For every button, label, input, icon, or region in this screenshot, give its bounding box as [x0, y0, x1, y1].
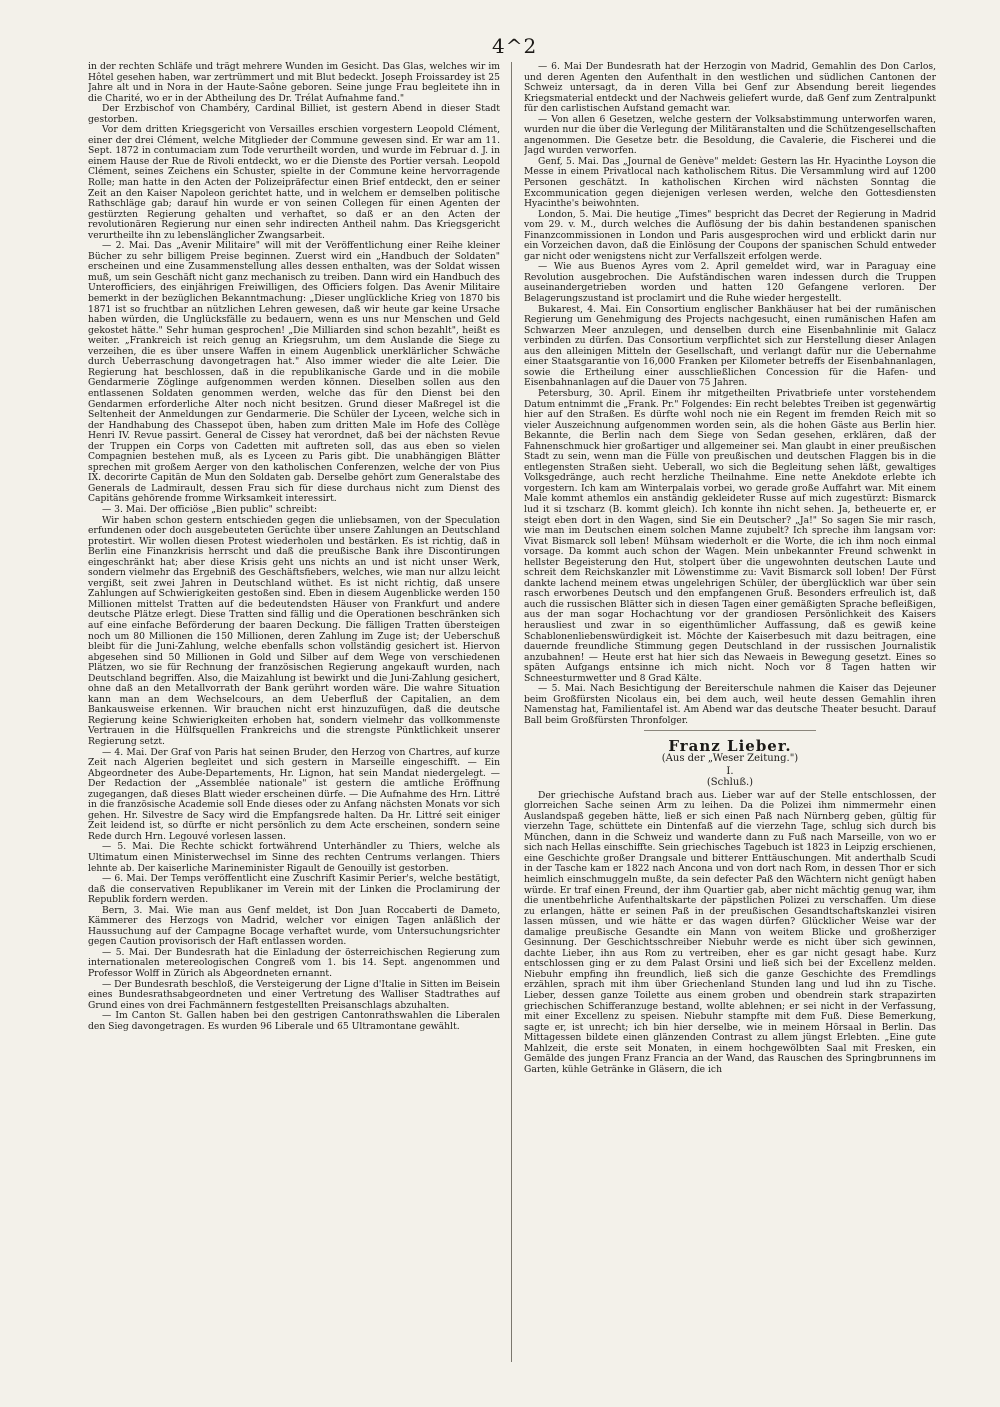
article-paragraph: Petersburg, 30. April. Einem ihr mitgetheilten Privatbriefe unter vorstehendem Datum entnimmt die „Frank. Pr." Folgendes: Ein recht belebtes Treiben ist gegenwärtig hier auf den Straßen. Es dürfte wohl noch nie ein Regent im fremden Reich mit so vieler Auszeichnung aufgenommen worden sein, als die hohen Gäste aus Berlin hier. Bekannte, die Berlin nach dem Siege von Sedan gesehen, erklären, daß der Fahnenschmuck hier großartiger und allgemeiner sei. Man glaubt in einer preußischen Stadt zu sein, wenn man die Fülle von preußischen und deutschen Flaggen bis in die entlegensten Straßen sieht. Ueberall, wo sich die Begleitung sehen läßt, gewaltiges Volksgedränge, auch recht herzliche Theilnahme. Eine nette Anekdote erlebte ich vorgestern. Ich kam am Winterpalais vorbei, wo gerade große Auffahrt war. Mit einem Male kommt athemlos ein anständig gekleideter Russe auf mich zugestürzt: Bismarck lud it si tzscharz (B. kommt gleich). Ich konnte ihn nicht sehen. Ja, betheuerte er, er steigt eben dort in den Wagen, sind Sie ein Deutscher? „Ja!" So sagen Sie mir rasch, wie man im Deutschen einem solchen Manne zujubelt? Ich spreche ihm langsam vor: Vivat Bismarck soll leben! Mühsam wiederholt er die Worte, die ich ihm noch einmal vorsage. Da kommt auch schon der Wagen. Mein unbekannter Freund schwenkt in hellster Begeisterung den Hut, stolpert über die ungewohnten deutschen Laute und schreit dem Reichskanzler mit Löwenstimme zu: Vavit Bismarck soll loben! Der Fürst dankte lachend meinem etwas ungelehrigen Schüler, der überglücklich war über sein rasch erworbenes Deutsch und den empfangenen Gruß. Besonders erfreulich ist, daß auch die russischen Blätter sich in diesen Tagen einer gemäßigten Sprache befleißigen, aus der man sogar Hochachtung vor der grandiosen Persönlichkeit des Kaisers herausliest und zwar in so eigenthümlicher Auffassung, daß es gewiß keine Schablonenliebenswürdigkeit ist. Möchte der Kaiserbesuch mit dazu beitragen, eine dauernde freundliche Stimmung gegen Deutschland in der russischen Journalistik anzubahnen! — Heute erst hat hier sich das Newaeis in Bewegung gesetzt. Eines so späten Aufgangs entsinne ich mich nicht. Noch vor 8 Tagen hatten wir Schneesturmwetter und 8 Grad Kälte. — [524, 387, 936, 684]
right-column — [524, 62, 936, 1382]
article-paragraph: — Wie aus Buenos Ayres vom 2. April gemeldet wird, war in Paraguay eine Revolution ausgebrochen. Die Aufständischen waren indessen durch die Truppen auseinandergetrieben worden und hatten 120 Gefangene verloren. Der Belagerungszustand ist proclamirt und die Ruhe wieder hergestellt. — [524, 261, 936, 305]
article-paragraph: — 6. Mai. Der Temps veröffentlicht eine Zuschrift Kasimir Perier's, welche bestätigt, daß die conservativen Republikaner im Verein mit der Linken die Proclamirung der Republik fordern werden. — [88, 873, 500, 906]
article-paragraph: — 4. Mai. Der Graf von Paris hat seinen Bruder, den Herzog von Chartres, auf kurze Zeit nach Algerien begleitet und sich gestern in Marseille eingeschifft. — Ein Abgeordneter des Aube-Departements, Hr. Lignon, hat sein Mandat niedergelegt. — Der Redaction der „Assemblée nationale" ist gestern die amtliche Eröffnung zugegangen, daß dieses Blatt wieder erscheinen dürfe. — Die Aufnahme des Hrn. Littré in die französische Academie soll Ende dieses oder zu Anfang nächsten Monats vor sich gehen. Hr. Silvestre de Sacy wird die Empfangsrede halten. Da Hr. Littré seit einiger Zeit leidend ist, so dürfte er nicht persönlich zu dem Acte erscheinen, sondern seine Rede durch Hrn. Legouvé vorlesen lassen. — [88, 746, 500, 842]
article-paragraph: — 5. Mai. Nach Besichtigung der Bereiterschule nahmen die Kaiser das Dejeuner beim Großfürsten Nicolaus ein, bei dem auch, weil heute dessen Gemahlin ihren Namenstag hat, Familientafel ist. Am Abend war das deutsche Theater besucht. Darauf Ball beim Großfürsten Thronfolger. — [524, 683, 936, 726]
page-number: 4^2 — [492, 34, 538, 58]
article-paragraph: Bukarest, 4. Mai. Ein Consortium englischer Bankhäuser hat bei der rumänischen Regierung um Genehmigung des Projects nachgesucht, einen rumänischen Hafen am Schwarzen Meer anzulegen, und denselben durch eine Eisenbahnlinie mit Galacz verbinden zu dürfen. Das Consortium verpflichtet sich zur Herstellung dieser Anlagen aus den alleinigen Mitteln der Gesellschaft, und verlangt dafür nur die Uebernahme einer Staatsgarantie von 16,000 Franken per Kilometer betreffs der Eisenbahnanlagen, sowie die Ertheilung einer ausschließlichen Concession für die Hafen- und Eisenbahnanlagen auf die Dauer von 75 Jahren. — [524, 303, 936, 389]
feature-title: Franz Lieber. — [668, 737, 792, 756]
article-paragraph: in der rechten Schläfe und trägt mehrere Wunden im Gesicht. Das Glas, welches wir im Hôtel gesehen haben, war zertrümmert und mit Blut bedeckt. Joseph Froissardey ist 25 Jahre alt und in Nora in der Haute-Saône geboren. Seine junge Frau begleitete ihn in die Charité, wo er in der Abtheilung des Dr. Trélat Aufnahme fand." — [88, 62, 500, 104]
article-paragraph: — Der Bundesrath beschloß, die Versteigerung der Ligne d'Italie in Sitten im Beisein eines Bundesrathsabgeordneten und einer Vertretung des Walliser Stadtrathes auf Grund eines von drei Fachmännern festgestellten Preisanschlags abzuhalten. — [88, 978, 500, 1011]
article-paragraph: — 3. Mai. Der officiöse „Bien public" schreibt: — [102, 503, 318, 515]
article-paragraph: Wir haben schon gestern entschieden gegen die unliebsamen, von der Speculation erfundenen oder doch ausgebeuteten Gerüchte über unsere Zahlungen an Deutschland protestirt. Wir wollen diesen Protest wiederholen und bestärken. Es ist richtig, daß in Berlin eine Finanzkrisis herrscht und daß die preußische Bank ihre Discontirungen eingeschränkt hat; aber diese Krisis geht uns nichts an und ist nicht unser Werk, sondern vielmehr das Ergebniß des Geschäftsfiebers, welches, wie man nur allzu leicht vergißt, seit zwei Jahren in Deutschland wüthet. Es ist nicht richtig, daß unsere Zahlungen auf Schwierigkeiten gestoßen sind. Eben in diesem Augenblicke werden 150 Millionen mittelst Tratten auf die bedeutendsten Häuser von Frankfurt und andere deutsche Plätze erlegt. Diese Tratten sind fällig und die Operationen beschränken sich auf eine einfache Beförderung der baaren Deckung. Die fälligen Tratten übersteigen noch um 80 Millionen die 150 Millionen, deren Zahlung im Zuge ist; der Ueberschuß bleibt für die Juni-Zahlung, welche ebenfalls schon vollständig gesichert ist. Hiervon abgesehen sind 50 Millionen in Gold und Silber auf dem Wege von verschiedenen Plätzen, wo sie für Rechnung der französischen Regierung angekauft wurden, nach Deutschland begriffen. Also, die Maizahlung ist bewirkt und die Juni-Zahlung gesichert, ohne daß an den Metallvorrath der Bank gerührt worden wäre. Die wahre Situation kann man an dem Wechselcours, an dem Ueberfluß der Capitalien, an dem Bankausweise erkennen. Wir brauchen nicht erst hinzuzufügen, daß die deutsche Regierung keine Schwierigkeiten erhoben hat, sondern vielmehr das vollkommenste Vertrauen in die Hülfsquellen Frankreichs und die strengste Pünktlichkeit unserer Regierung setzt. — [88, 514, 500, 747]
columns — [88, 62, 936, 1382]
feature-heading — [524, 737, 936, 789]
article-paragraph: Vor dem dritten Kriegsgericht von Versailles erschien vorgestern Leopold Clément, einer der drei Clément, welche Mitglieder der Commune gewesen sind. Er war am 11. Sept. 1872 in contumaciam zum Tode verurtheilt worden, und wurde im Februar d. J. in einem Hause der Rue de Rivoli entdeckt, wo er die Dienste des Portier versah. Leopold Clément, seines Zeichens ein Schuster, spielte in der Commune keine hervorragende Rolle; man hatte in den Acten der Polizeipräfectur einen Brief entdeckt, den er seiner Zeit an den Kaiser Napoleon gerichtet hatte, und in welchem er demselben politische Rathschläge gab; darauf hin wurde er von seinen Collegen für einen Agenten der gestürzten Regierung gehalten und verhaftet, so daß er an den Acten der revolutionären Regierung nur einen sehr indirecten Antheil nahm. Das Kriegsgericht verurtheilte ihn zu lebenslänglicher Zwangsarbeit. — [88, 124, 500, 241]
right-news — [524, 62, 936, 726]
left-column — [88, 62, 500, 1382]
article-paragraph: London, 5. Mai. Die heutige „Times" bespricht das Decret der Regierung in Madrid vom 29. v. M., durch welches die Auflösung der bis dahin bestandenen spanischen Finanzcommissionen in London und Paris ausgesprochen wird und erblickt darin nur ein Vorzeichen davon, daß die Einlösung der Coupons der spanischen Schuld entweder gar nicht oder wenigstens nicht zur Verfallszeit erfolgen werde. — [524, 208, 936, 262]
article-paragraph: Der Erzbischof von Chambéry, Cardinal Billiet, ist gestern Abend in dieser Stadt gestorben. — [88, 103, 500, 125]
article-paragraph: Genf, 5. Mai. Das „Journal de Genève" meldet: Gestern las Hr. Hyacinthe Loyson die Messe in einem Privatlocal nach katholischem Ritus. Die Versammlung wird auf 1200 Personen geschätzt. In katholischen Kirchen wird nächsten Sonntag die Excommunication gegen diejenigen verlesen werden, welche den Gottesdiensten Hyacinthe's beiwohnten. — [524, 155, 936, 210]
article-paragraph: Bern, 3. Mai. Wie man aus Genf meldet, ist Don Juan Roccaberti de Dameto, Kämmerer des Herzogs von Madrid, welcher vor einigen Tagen anläßlich der Haussuchung auf der Campagne Bocage verhaftet wurde, vom Untersuchungsrichter gegen Caution provisorisch der Haft entlassen worden. — [88, 904, 500, 948]
article-paragraph: — Im Canton St. Gallen haben bei den gestrigen Cantonrathswahlen die Liberalen den Sieg davongetragen. Es wurden 96 Liberale und 65 Ultramontane gewählt. — [88, 1010, 500, 1032]
article-paragraph: — 5. Mai. Der Bundesrath hat die Einladung der österreichischen Regierung zum internationalen metereologischen Congreß vom 1. bis 14. Sept. angenommen und Professor Wolff in Zürich als Abgeordneten ernannt. — [88, 946, 500, 980]
article-paragraph: — 2. Mai. Das „Avenir Militaire" will mit der Veröffentlichung einer Reihe kleiner Bücher zu sehr billigem Preise beginnen. Zuerst wird ein „Handbuch der Soldaten" erscheinen und eine Zusammenstellung alles dessen enthalten, was der Soldat wissen muß, um sein Geschäft nicht ganz mechanisch zu treiben. Dann wird ein Handbuch des Unterofficiers, des einjährigen Freiwilligen, des Officiers folgen. Das Avenir Militaire bemerkt in der bezüglichen Bekanntmachung: „Dieser unglückliche Krieg von 1870 bis 1871 ist so fruchtbar an nützlichen Lehren gewesen, daß wir heute gar keine Ursache haben würden, die Unglücksfälle zu bedauern, wenn es uns nur Menschen und Geld gekostet hätte." Sehr human gesprochen! „Die Milliarden sind schon bezahlt", heißt es weiter. „Frankreich ist reich genug an Kriegsruhm, um dem Auslande die Siege zu verzeihen, die es über unsere Waffen in einem Augenblick unerklärlicher Schwäche durch Ueberraschung davongetragen hat." Also immer wieder die alte Leier. Die Regierung hat beschlossen, daß in die republikanische Garde und in die mobile Gendarmerie Zöglinge aufgenommen werden können. Dieselben sollen aus den entlassenen Soldaten genommen werden, welche das für den Dienst bei den Gendarmen erforderliche Alter noch nicht besitzen. Grund dieser Maßregel ist die Seltenheit der Anmeldungen zur Gendarmerie. Die Schüler der Lyceen, welche sich in der Handhabung des Chassepot üben, haben zum dritten Male im Hofe des Collège Henri IV. Revue passirt. General de Cissey hat verordnet, daß bei der nächsten Revue der Truppen ein Corps von Cadetten mit auftreten soll, das aus eben so vielen Compagnien bestehen muß, als es Lyceen zu Paris gibt. Die unabhängigen Blätter sprechen mit großem Aerger von den katholischen Conferenzen, welche der von Pius IX. decorirte Capitän de Mun den Soldaten gab. Derselbe gehört zum Generalstabe des Generals de Ladmirault, dessen Frau sich für diese durchaus nicht zum Dienst des Capitäns gehörende fromme Wirksamkeit interessirt. — [88, 240, 500, 505]
feature-paragraph: Der griechische Aufstand brach aus. Lieber war auf der Stelle entschlossen, der glorreichen Sache seinen Arm zu leihen. Da die Polizei ihm nimmermehr einen Auslandspaß gegeben hätte, ließ er sich einen Paß nach Nürnberg geben, gültig für vierzehn Tage, schüttete ein Dintenfaß auf die vierzehn Tage, schlug sich durch bis München, dann in die Schweiz und wanderte dann zu Fuß nach Marseille, von wo er sich nach Hellas einschiffte. Sein griechisches Tagebuch ist 1823 in Leipzig erschienen, eine Geschichte großer Drangsale und bitterer Enttäuschungen. Mit anderthalb Scudi in der Tasche kam er 1822 nach Ancona und von dort nach Rom, in dessen Thor er sich heimlich einschmuggeln mußte, da sein defecter Paß den Wächtern nicht genügt haben würde. Er traf einen Freund, der ihm Quartier gab, aber nicht mächtig genug war, ihm die unentbehrliche Aufenthaltskarte der päpstlichen Polizei zu verschaffen. Um diese zu erlangen, hätte er seinen Paß in der preußischen Gesandtschaftskanzlei visiren lassen müssen, und wie hätte er das wagen dürfen? Glücklicher Weise war der damalige preußische Gesandte ein Mann von weitem Blicke und großherziger Gesinnung. Der Geschichtsschreiber Niebuhr werde es nicht über sich gewinnen, dachte Lieber, ihn aus Rom zu vertreiben, eher es gar nicht gesagt habe. Kurz entschlossen ging er zu dem Palast Orsini und ließ sich bei der Excellenz melden. Niebuhr empfing ihn freundlich, ließ sich die ganze Geschichte des Fremdlings erzählen, sprach mit ihm über Griechenland Stunden lang und lud ihn zu Tische. Lieber, dessen ganze Toilette aus einem groben und obendrein stark strapazirten griechischen Schifferanzuge bestand, wollte ablehnen; er sei nicht in der Verfassung, mit einer Excellenz zu speisen. Niebuhr stampfte mit dem Fuß. Diese Bemerkung, sagte er, ist unrecht; ich bin hier derselbe, wie in meinem Hörsaal in Berlin. Das Mittagessen bildete einen glänzenden Contrast zu allem jüngst Erlebten. „Eine gute Mahlzeit, die erste seit Monaten, in einem hochgewölbten Saal mit Fresken, ein Gemälde des jungen Franz Francia an der Wand, das Rauschen des Springbrunnens im Garten, kühle Getränke in Gläsern, die ich — [524, 789, 936, 1075]
feature-body — [524, 791, 936, 1076]
section-rule — [644, 730, 816, 731]
article-paragraph: — 5. Mai. Die Rechte schickt fortwährend Unterhändler zu Thiers, welche als Ultimatum einen Ministerwechsel im Sinne des rechten Centrums verlangen. Thiers lehnte ab. Der kaiserliche Marineminister Rigault de Genouilly ist gestorben. — [88, 841, 500, 874]
article-paragraph: — 6. Mai Der Bundesrath hat der Herzogin von Madrid, Gemahlin des Don Carlos, und deren Agenten den Aufenthalt in den westlichen und südlichen Cantonen der Schweiz untersagt, da in deren Villa bei Genf zur Absendung bereit liegendes Kriegsmaterial entdeckt und der Nachweis geliefert wurde, daß Genf zum Zentralpunkt für den carlistischen Aufstand gemacht war. — [524, 62, 936, 115]
article-paragraph: — Von allen 6 Gesetzen, welche gestern der Volksabstimmung unterworfen waren, wurden nur die über die Verlegung der Militäranstalten und die Schützengesellschaften angenommen. Die Gesetze betr. die Besoldung, die Cavalerie, die Fischerei und die Jagd wurden verworfen. — [524, 113, 936, 157]
feature-source: (Aus der „Weser Zeitung.") — [661, 753, 799, 764]
feature-part: I. — [726, 765, 734, 777]
feature-continuation: (Schluß.) — [706, 777, 754, 789]
